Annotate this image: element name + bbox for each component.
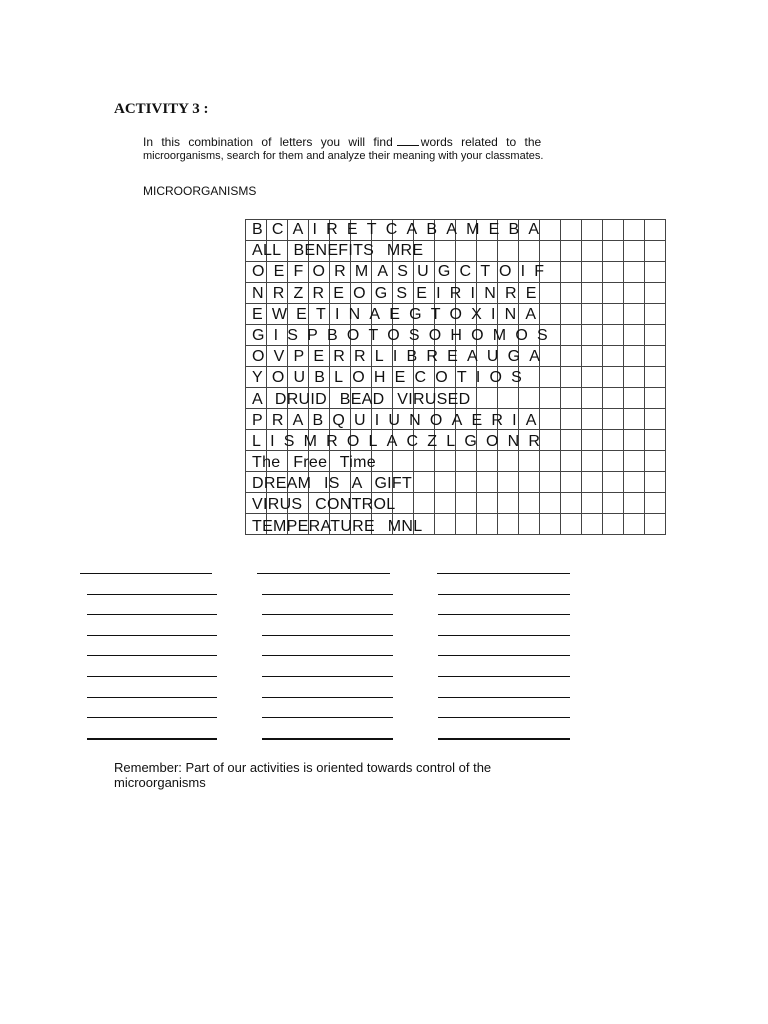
word-count-blank: [397, 135, 419, 146]
puzzle-row: A DRUID BEAD VIRUSED: [252, 390, 471, 408]
puzzle-row: LISMROLACZLGONR: [252, 432, 550, 450]
answer-blank-line[interactable]: [257, 573, 390, 574]
instructions-text-end: words related to the: [420, 135, 542, 149]
answer-blank-line[interactable]: [262, 635, 393, 636]
word-search-letters: [245, 219, 665, 537]
answer-blank-line[interactable]: [87, 676, 217, 677]
answer-blank-line[interactable]: [438, 614, 570, 615]
answer-blank-line[interactable]: [87, 635, 217, 636]
answer-blank-line[interactable]: [262, 594, 393, 595]
instructions-line-2: microorganisms, search for them and analyze their meaning with your classmates.: [143, 150, 544, 162]
instructions-line-1: [143, 135, 563, 149]
answer-blank-line[interactable]: [262, 614, 393, 615]
reminder-note: Remember: Part of our activities is oriented towards control of the microorganisms: [114, 760, 492, 790]
answer-blank-line[interactable]: [87, 655, 217, 656]
instructions-text-start: In this combination of letters you will find: [143, 135, 393, 149]
answer-blank-line[interactable]: [87, 717, 217, 718]
puzzle-row: TEMPERATURE MNL: [252, 517, 423, 535]
answer-blank-line[interactable]: [262, 697, 393, 698]
answer-blank-line[interactable]: [437, 573, 570, 574]
puzzle-row: BCAIRETCABAMEBA: [252, 221, 549, 238]
answer-blank-line[interactable]: [87, 614, 217, 615]
answer-blank-line[interactable]: [80, 573, 212, 574]
activity-title: ACTIVITY 3 :: [114, 101, 209, 117]
answer-blank-line[interactable]: [87, 594, 217, 595]
puzzle-row: VIRUS CONTROL: [252, 496, 396, 514]
answer-blank-line[interactable]: [262, 738, 393, 740]
puzzle-row: OVPERRLIBREAUGA: [252, 348, 550, 366]
puzzle-subtitle: MICROORGANISMS: [143, 184, 257, 198]
answer-blank-line[interactable]: [438, 594, 570, 595]
answer-blank-line[interactable]: [87, 697, 217, 698]
answer-blank-line[interactable]: [262, 717, 393, 718]
answer-blank-line[interactable]: [438, 738, 570, 740]
answer-blank-line[interactable]: [438, 635, 570, 636]
answer-blank-line[interactable]: [438, 697, 570, 698]
answer-blank-line[interactable]: [438, 717, 570, 718]
puzzle-row: GISPBOTOSOHOMOS: [252, 326, 557, 344]
puzzle-row: YOUBLOHECOTIOS: [252, 369, 532, 387]
answer-blank-line[interactable]: [438, 676, 570, 677]
puzzle-row: ALL BENEFITS MRE: [252, 242, 424, 260]
puzzle-row: DREAM IS A GIFT: [252, 475, 413, 493]
answer-blank-line[interactable]: [87, 738, 217, 740]
puzzle-row: The Free Time: [252, 454, 376, 472]
answer-blank-line[interactable]: [262, 655, 393, 656]
answer-blank-line[interactable]: [438, 655, 570, 656]
puzzle-row: PRABQUIUNOAERIA: [252, 411, 546, 429]
puzzle-row: OEFORMASUGCTOIF: [252, 263, 554, 281]
answer-blank-line[interactable]: [262, 676, 393, 677]
puzzle-row: EWETINAEGTOXINA: [252, 305, 546, 323]
instructions: [143, 135, 563, 163]
puzzle-row: NRZREOGSEIRINRE: [252, 284, 546, 302]
